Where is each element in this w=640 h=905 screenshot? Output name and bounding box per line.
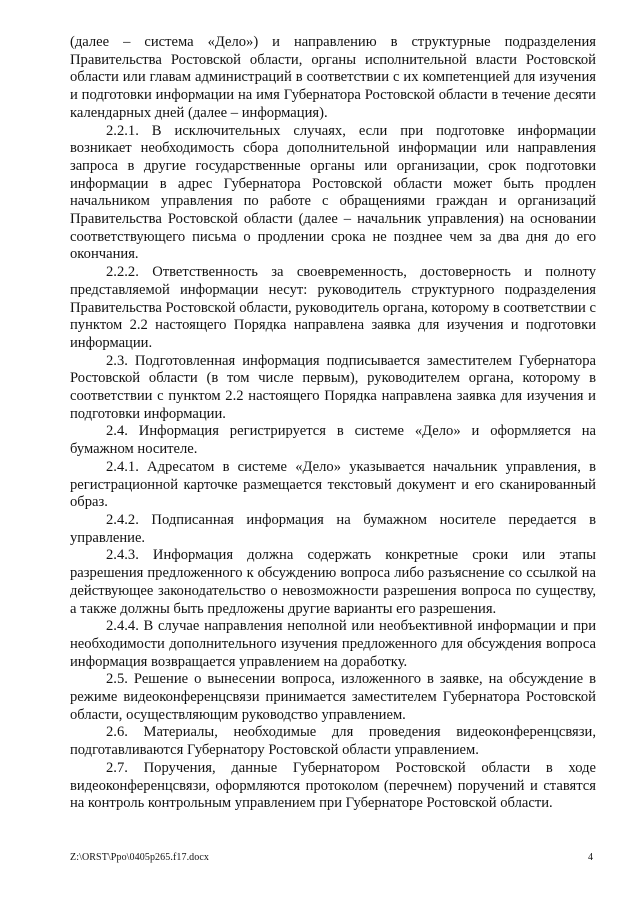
paragraph-2-3: 2.3. Подготовленная информация подписывается заместителем Губернатора Ростовской области (в том числе первым), руководителем органа, которому в соответствии с пунктом 2.2 настоящего Порядка направлена заявка для изучения и подготовки информации.: [70, 352, 596, 422]
document-body: [70, 34, 596, 813]
paragraph-2-4-3: 2.4.3. Информация должна содержать конкретные сроки или этапы разрешения предложенного к обсуждению вопроса либо разъяснение со ссылкой на действующее законодательство о невозможности разрешения вопроса по существу, а также должны быть предложены другие варианты его разрешения.: [70, 547, 596, 617]
paragraph-2-5: 2.5. Решение о вынесении вопроса, изложенного в заявке, на обсуждение в режиме видеоконференцсвязи принимается заместителем Губернатора Ростовской области, осуществляющим руководство управлением.: [70, 671, 596, 723]
footer-page-number: 4: [588, 852, 593, 863]
paragraph-2-6: 2.6. Материалы, необходимые для проведения видеоконференцсвязи, подготавливаются Губернатору Ростовской области управлением.: [70, 724, 596, 759]
paragraph-2-7: 2.7. Поручения, данные Губернатором Ростовской области в ходе видеоконференцсвязи, оформляются протоколом (перечнем) поручений и ставятся на контроль контрольным управлением при Губернаторе Ростовской области.: [70, 759, 596, 812]
paragraph-2-4-1: 2.4.1. Адресатом в системе «Дело» указывается начальник управления, в регистрационной карточке размещается текстовый документ и его сканированный образ.: [70, 458, 596, 511]
paragraph-2-2-1: 2.2.1. В исключительных случаях, если при подготовке информации возникает необходимость сбора дополнительной информации или направления запроса в другие государственные органы или организации, срок подготовки информации в адрес Губернатора Ростовской области может быть продлен начальником управления по работе с обращениями граждан и организаций Правительства Ростовской области (далее – начальник управления) на основании соответствующего письма о продлении срока не позднее чем за два дня до его окончания.: [70, 122, 596, 263]
paragraph-2-4-2: 2.4.2. Подписанная информация на бумажном носителе передается в управление.: [70, 511, 596, 546]
paragraph-intro-continued: (далее – система «Дело») и направлению в структурные подразделения Правительства Ростовской области, органы исполнительной власти Ростовской области или главам администраций в соответствии с их компетенцией для изучения и подготовки информации на имя Губернатора Ростовской области в течение десяти календарных дней (далее – информация).: [70, 34, 596, 121]
footer-file-path: Z:\ORST\Ppo\0405p265.f17.docx: [70, 852, 210, 863]
paragraph-2-2-2: 2.2.2. Ответственность за своевременность, достоверность и полноту представляемой информации несут: руководитель структурного подразделения Правительства Ростовской области, руководитель органа, которому в соответствии с пунктом 2.2 настоящего Порядка направлена заявка для изучения и подготовки информации.: [70, 264, 596, 351]
paragraph-2-4-4: 2.4.4. В случае направления неполной или необъективной информации и при необходимости дополнительного изучения предложенного для обсуждения вопроса информация возвращается управлением на доработку.: [70, 618, 596, 670]
paragraph-2-4: 2.4. Информация регистрируется в системе «Дело» и оформляется на бумажном носителе.: [70, 423, 596, 458]
